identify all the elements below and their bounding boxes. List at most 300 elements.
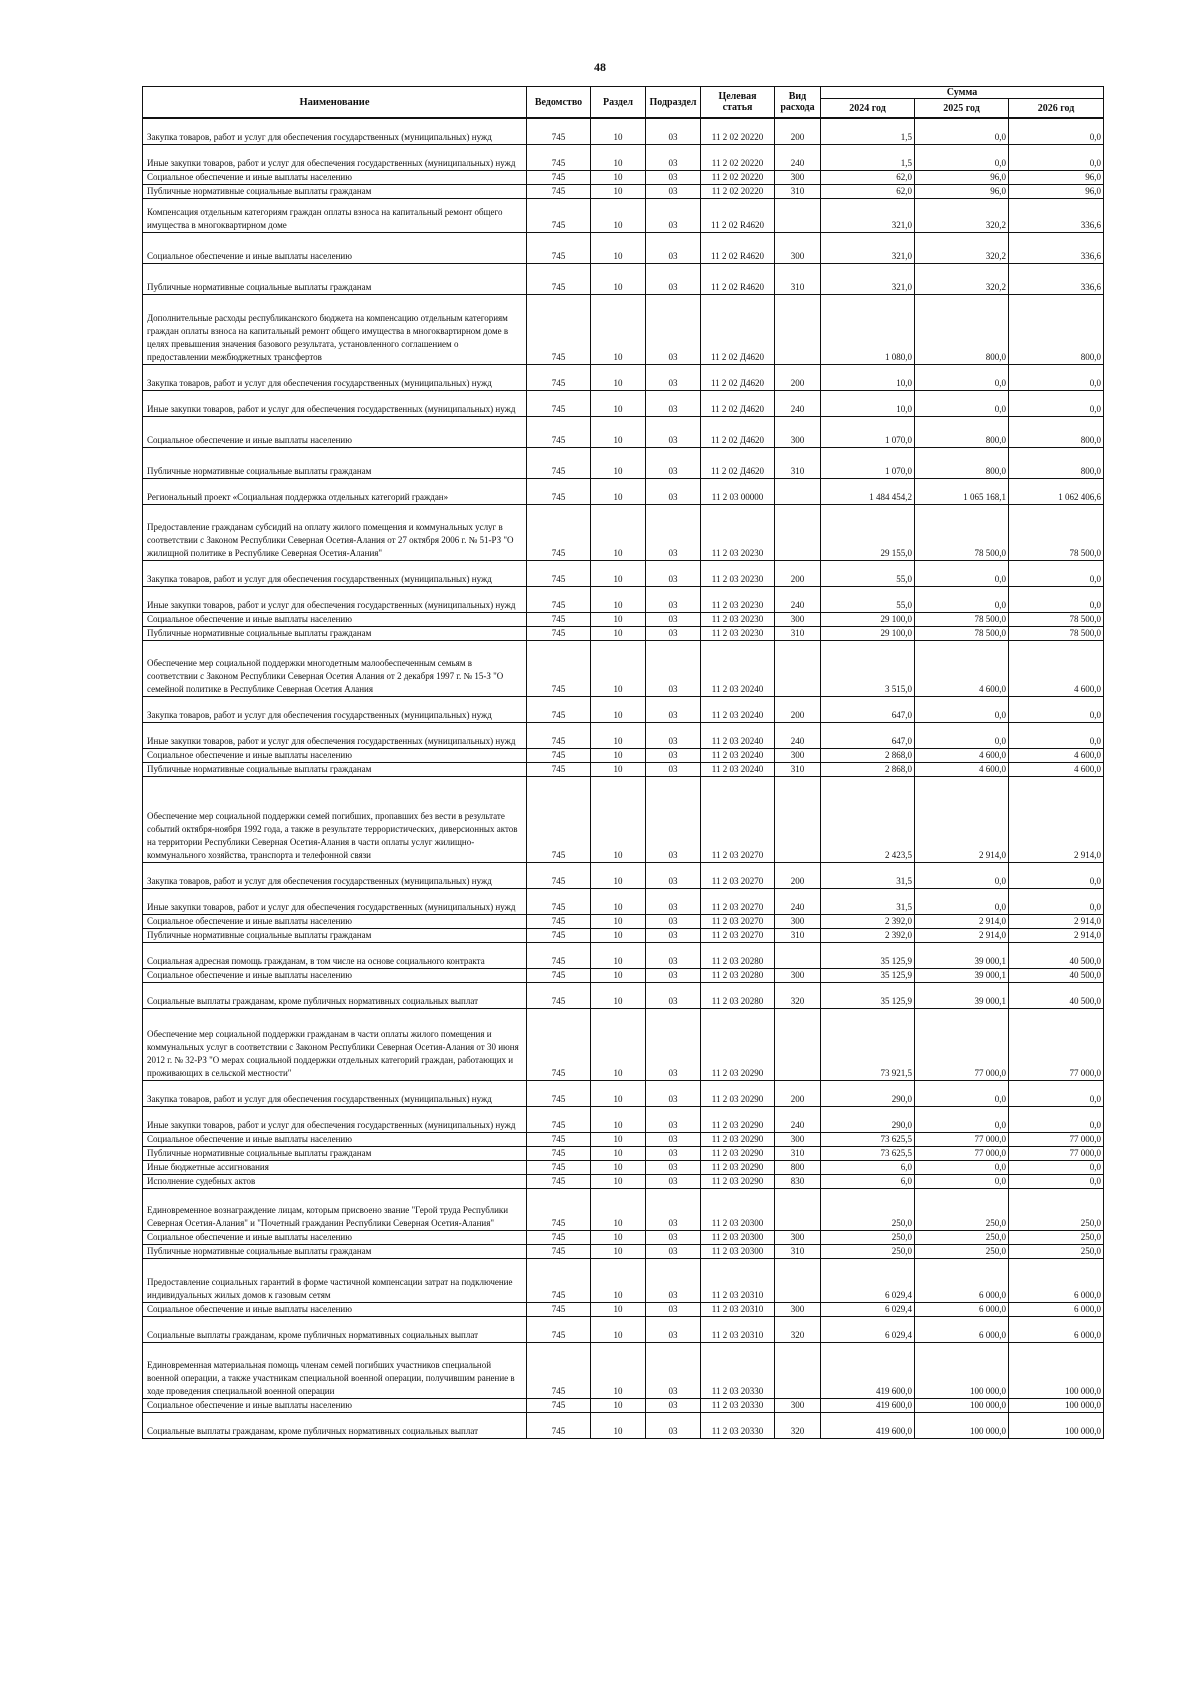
cell-vedomstvo: 745	[527, 1008, 591, 1080]
table-row	[143, 696, 1104, 722]
cell-name: Публичные нормативные социальные выплаты гражданам	[143, 1244, 527, 1258]
cell-sum-2026: 96,0	[1009, 170, 1104, 184]
cell-razdel: 10	[591, 118, 646, 144]
cell-name: Иные бюджетные ассигнования	[143, 1160, 527, 1174]
header-vid-rashoda: Вид расхода	[775, 87, 821, 119]
cell-name: Социальное обеспечение и иные выплаты населению	[143, 968, 527, 982]
cell-podrazdel: 03	[646, 612, 701, 626]
table-row	[143, 447, 1104, 478]
cell-vid-rashoda: 310	[775, 762, 821, 776]
cell-sum-2025: 78 500,0	[915, 612, 1009, 626]
table-row	[143, 1080, 1104, 1106]
cell-podrazdel: 03	[646, 776, 701, 862]
cell-vedomstvo: 745	[527, 1412, 591, 1438]
cell-vid-rashoda	[775, 198, 821, 232]
cell-vedomstvo: 745	[527, 118, 591, 144]
cell-razdel: 10	[591, 1132, 646, 1146]
cell-razdel: 10	[591, 982, 646, 1008]
cell-sum-2024: 1 070,0	[821, 447, 915, 478]
cell-celevaya-statya: 11 2 02 20220	[701, 118, 775, 144]
cell-podrazdel: 03	[646, 184, 701, 198]
cell-sum-2024: 29 155,0	[821, 504, 915, 560]
cell-sum-2025: 250,0	[915, 1230, 1009, 1244]
table-row	[143, 416, 1104, 447]
cell-celevaya-statya: 11 2 02 Д4620	[701, 416, 775, 447]
cell-celevaya-statya: 11 2 02 20220	[701, 144, 775, 170]
cell-vid-rashoda: 200	[775, 1080, 821, 1106]
cell-sum-2024: 31,5	[821, 862, 915, 888]
cell-razdel: 10	[591, 294, 646, 364]
table-row	[143, 862, 1104, 888]
cell-sum-2024: 55,0	[821, 586, 915, 612]
header-razdel: Раздел	[591, 87, 646, 119]
cell-vedomstvo: 745	[527, 198, 591, 232]
cell-sum-2026: 2 914,0	[1009, 776, 1104, 862]
cell-sum-2025: 800,0	[915, 447, 1009, 478]
cell-sum-2024: 6 029,4	[821, 1302, 915, 1316]
cell-podrazdel: 03	[646, 198, 701, 232]
cell-vedomstvo: 745	[527, 184, 591, 198]
header-name: Наименование	[143, 87, 527, 119]
cell-sum-2026: 250,0	[1009, 1230, 1104, 1244]
cell-celevaya-statya: 11 2 03 20230	[701, 626, 775, 640]
cell-vedomstvo: 745	[527, 762, 591, 776]
cell-sum-2024: 1,5	[821, 118, 915, 144]
cell-vedomstvo: 745	[527, 1132, 591, 1146]
cell-vedomstvo: 745	[527, 478, 591, 504]
cell-podrazdel: 03	[646, 560, 701, 586]
header-podrazdel: Подраздел	[646, 87, 701, 119]
cell-sum-2024: 73 921,5	[821, 1008, 915, 1080]
cell-name: Социальная адресная помощь гражданам, в том числе на основе социального контракта	[143, 942, 527, 968]
cell-sum-2026: 336,6	[1009, 232, 1104, 263]
cell-vid-rashoda	[775, 640, 821, 696]
cell-vid-rashoda: 310	[775, 184, 821, 198]
cell-sum-2026: 0,0	[1009, 888, 1104, 914]
cell-name: Закупка товаров, работ и услуг для обеспечения государственных (муниципальных) нужд	[143, 1080, 527, 1106]
cell-sum-2024: 10,0	[821, 364, 915, 390]
budget-sheet	[142, 86, 1103, 1439]
cell-celevaya-statya: 11 2 03 20240	[701, 748, 775, 762]
cell-celevaya-statya: 11 2 03 20240	[701, 640, 775, 696]
cell-razdel: 10	[591, 1316, 646, 1342]
cell-sum-2026: 0,0	[1009, 144, 1104, 170]
cell-celevaya-statya: 11 2 03 20290	[701, 1146, 775, 1160]
cell-vid-rashoda: 800	[775, 1160, 821, 1174]
cell-sum-2026: 0,0	[1009, 1160, 1104, 1174]
cell-sum-2024: 35 125,9	[821, 968, 915, 982]
table-row	[143, 504, 1104, 560]
cell-sum-2026: 0,0	[1009, 862, 1104, 888]
cell-name: Социальное обеспечение и иные выплаты населению	[143, 1398, 527, 1412]
cell-sum-2024: 321,0	[821, 232, 915, 263]
cell-sum-2026: 1 062 406,6	[1009, 478, 1104, 504]
table-row	[143, 1230, 1104, 1244]
cell-sum-2026: 40 500,0	[1009, 968, 1104, 982]
cell-razdel: 10	[591, 232, 646, 263]
cell-podrazdel: 03	[646, 263, 701, 294]
cell-name: Обеспечение мер социальной поддержки многодетным малообеспеченным семьям в соответствии с Законом Республики Северная Осетия Алания от 2 декабря 1997 г. № 15-З "О семейной политике в Республике Северная Осетия Алания	[143, 640, 527, 696]
cell-vid-rashoda: 320	[775, 1412, 821, 1438]
cell-vedomstvo: 745	[527, 968, 591, 982]
cell-razdel: 10	[591, 504, 646, 560]
cell-sum-2025: 0,0	[915, 862, 1009, 888]
table-row	[143, 942, 1104, 968]
cell-sum-2024: 6 029,4	[821, 1258, 915, 1302]
cell-name: Иные закупки товаров, работ и услуг для обеспечения государственных (муниципальных) нужд	[143, 144, 527, 170]
table-row	[143, 982, 1104, 1008]
cell-name: Предоставление гражданам субсидий на оплату жилого помещения и коммунальных услуг в соответствии с Законом Республики Северная Осетия-Алания от 27 октября 2006 г. № 51-РЗ "О жилищной политике в Республике Северная Осетия-Алания"	[143, 504, 527, 560]
cell-sum-2024: 2 423,5	[821, 776, 915, 862]
cell-podrazdel: 03	[646, 586, 701, 612]
cell-podrazdel: 03	[646, 1008, 701, 1080]
cell-celevaya-statya: 11 2 03 20310	[701, 1316, 775, 1342]
table-row	[143, 1302, 1104, 1316]
cell-vid-rashoda: 830	[775, 1174, 821, 1188]
cell-vid-rashoda	[775, 1342, 821, 1398]
cell-podrazdel: 03	[646, 1230, 701, 1244]
cell-sum-2024: 31,5	[821, 888, 915, 914]
cell-vid-rashoda: 300	[775, 1230, 821, 1244]
table-row	[143, 170, 1104, 184]
cell-vid-rashoda: 240	[775, 144, 821, 170]
cell-sum-2026: 77 000,0	[1009, 1146, 1104, 1160]
cell-razdel: 10	[591, 776, 646, 862]
cell-name: Иные закупки товаров, работ и услуг для обеспечения государственных (муниципальных) нужд	[143, 888, 527, 914]
cell-sum-2026: 40 500,0	[1009, 982, 1104, 1008]
cell-sum-2026: 77 000,0	[1009, 1008, 1104, 1080]
cell-sum-2024: 55,0	[821, 560, 915, 586]
cell-razdel: 10	[591, 1146, 646, 1160]
cell-sum-2026: 0,0	[1009, 560, 1104, 586]
cell-name: Иные закупки товаров, работ и услуг для обеспечения государственных (муниципальных) нужд	[143, 390, 527, 416]
cell-sum-2025: 2 914,0	[915, 928, 1009, 942]
cell-sum-2026: 0,0	[1009, 696, 1104, 722]
cell-name: Социальные выплаты гражданам, кроме публичных нормативных социальных выплат	[143, 1412, 527, 1438]
table-row	[143, 1008, 1104, 1080]
cell-podrazdel: 03	[646, 294, 701, 364]
cell-sum-2026: 78 500,0	[1009, 504, 1104, 560]
cell-vedomstvo: 745	[527, 447, 591, 478]
cell-razdel: 10	[591, 364, 646, 390]
cell-celevaya-statya: 11 2 03 20280	[701, 942, 775, 968]
cell-sum-2025: 800,0	[915, 294, 1009, 364]
cell-sum-2025: 100 000,0	[915, 1398, 1009, 1412]
cell-celevaya-statya: 11 2 03 20330	[701, 1398, 775, 1412]
cell-sum-2024: 2 392,0	[821, 928, 915, 942]
cell-sum-2024: 290,0	[821, 1080, 915, 1106]
cell-razdel: 10	[591, 1398, 646, 1412]
cell-name: Социальные выплаты гражданам, кроме публичных нормативных социальных выплат	[143, 1316, 527, 1342]
cell-name: Публичные нормативные социальные выплаты гражданам	[143, 928, 527, 942]
cell-name: Исполнение судебных актов	[143, 1174, 527, 1188]
cell-vedomstvo: 745	[527, 560, 591, 586]
cell-vid-rashoda: 240	[775, 722, 821, 748]
cell-sum-2025: 96,0	[915, 170, 1009, 184]
cell-sum-2026: 0,0	[1009, 390, 1104, 416]
cell-vid-rashoda: 310	[775, 447, 821, 478]
cell-vedomstvo: 745	[527, 862, 591, 888]
cell-celevaya-statya: 11 2 03 20270	[701, 914, 775, 928]
cell-name: Публичные нормативные социальные выплаты гражданам	[143, 447, 527, 478]
cell-razdel: 10	[591, 748, 646, 762]
cell-podrazdel: 03	[646, 748, 701, 762]
cell-name: Социальное обеспечение и иные выплаты населению	[143, 232, 527, 263]
cell-sum-2026: 6 000,0	[1009, 1316, 1104, 1342]
cell-vedomstvo: 745	[527, 696, 591, 722]
cell-sum-2025: 250,0	[915, 1244, 1009, 1258]
cell-sum-2026: 40 500,0	[1009, 942, 1104, 968]
cell-name: Иные закупки товаров, работ и услуг для обеспечения государственных (муниципальных) нужд	[143, 722, 527, 748]
table-row	[143, 1412, 1104, 1438]
cell-sum-2026: 4 600,0	[1009, 762, 1104, 776]
cell-razdel: 10	[591, 722, 646, 748]
table-row	[143, 1174, 1104, 1188]
cell-celevaya-statya: 11 2 03 20230	[701, 586, 775, 612]
cell-vedomstvo: 745	[527, 626, 591, 640]
table-row	[143, 1244, 1104, 1258]
cell-podrazdel: 03	[646, 914, 701, 928]
cell-podrazdel: 03	[646, 144, 701, 170]
cell-name: Региональный проект «Социальная поддержка отдельных категорий граждан»	[143, 478, 527, 504]
cell-sum-2026: 4 600,0	[1009, 748, 1104, 762]
cell-sum-2024: 290,0	[821, 1106, 915, 1132]
cell-sum-2025: 0,0	[915, 888, 1009, 914]
cell-sum-2025: 6 000,0	[915, 1302, 1009, 1316]
cell-vid-rashoda: 300	[775, 1302, 821, 1316]
table-row	[143, 1188, 1104, 1230]
table-row	[143, 888, 1104, 914]
cell-sum-2025: 0,0	[915, 1174, 1009, 1188]
page-number: 48	[594, 60, 606, 74]
cell-podrazdel: 03	[646, 626, 701, 640]
cell-sum-2024: 6 029,4	[821, 1316, 915, 1342]
cell-name: Дополнительные расходы республиканского бюджета на компенсацию отдельным категориям граждан оплаты взноса на капитальный ремонт общего имущества в многоквартирном доме в целях превышения значения базового результата, установленного соглашением о предоставлении межбюджетных трансфертов	[143, 294, 527, 364]
cell-sum-2025: 250,0	[915, 1188, 1009, 1230]
cell-razdel: 10	[591, 170, 646, 184]
cell-vedomstvo: 745	[527, 1230, 591, 1244]
cell-vedomstvo: 745	[527, 1258, 591, 1302]
cell-name: Социальные выплаты гражданам, кроме публичных нормативных социальных выплат	[143, 982, 527, 1008]
cell-name: Социальное обеспечение и иные выплаты населению	[143, 748, 527, 762]
cell-vedomstvo: 745	[527, 364, 591, 390]
cell-sum-2026: 0,0	[1009, 1080, 1104, 1106]
cell-name: Публичные нормативные социальные выплаты гражданам	[143, 626, 527, 640]
cell-sum-2026: 96,0	[1009, 184, 1104, 198]
cell-vid-rashoda: 300	[775, 1398, 821, 1412]
cell-name: Публичные нормативные социальные выплаты гражданам	[143, 1146, 527, 1160]
cell-sum-2026: 0,0	[1009, 1106, 1104, 1132]
cell-podrazdel: 03	[646, 1106, 701, 1132]
cell-vedomstvo: 745	[527, 1106, 591, 1132]
cell-sum-2024: 419 600,0	[821, 1398, 915, 1412]
cell-celevaya-statya: 11 2 03 20240	[701, 696, 775, 722]
table-row	[143, 1342, 1104, 1398]
cell-razdel: 10	[591, 586, 646, 612]
cell-sum-2024: 62,0	[821, 170, 915, 184]
cell-sum-2024: 1 070,0	[821, 416, 915, 447]
cell-sum-2025: 77 000,0	[915, 1132, 1009, 1146]
cell-sum-2025: 0,0	[915, 1080, 1009, 1106]
cell-vid-rashoda: 300	[775, 968, 821, 982]
cell-sum-2025: 39 000,1	[915, 968, 1009, 982]
table-row	[143, 1258, 1104, 1302]
cell-celevaya-statya: 11 2 03 20280	[701, 968, 775, 982]
cell-vid-rashoda	[775, 1188, 821, 1230]
cell-podrazdel: 03	[646, 1412, 701, 1438]
cell-razdel: 10	[591, 1302, 646, 1316]
cell-name: Социальное обеспечение и иные выплаты населению	[143, 416, 527, 447]
cell-sum-2024: 419 600,0	[821, 1342, 915, 1398]
cell-vedomstvo: 745	[527, 232, 591, 263]
cell-podrazdel: 03	[646, 416, 701, 447]
cell-sum-2025: 77 000,0	[915, 1008, 1009, 1080]
cell-celevaya-statya: 11 2 03 20300	[701, 1230, 775, 1244]
table-row	[143, 626, 1104, 640]
cell-celevaya-statya: 11 2 03 20290	[701, 1080, 775, 1106]
cell-podrazdel: 03	[646, 762, 701, 776]
cell-vedomstvo: 745	[527, 612, 591, 626]
table-row	[143, 586, 1104, 612]
cell-sum-2025: 78 500,0	[915, 626, 1009, 640]
cell-vedomstvo: 745	[527, 170, 591, 184]
cell-vid-rashoda: 300	[775, 914, 821, 928]
cell-sum-2025: 320,2	[915, 232, 1009, 263]
cell-vedomstvo: 745	[527, 1316, 591, 1342]
cell-celevaya-statya: 11 2 03 20290	[701, 1174, 775, 1188]
cell-vid-rashoda: 320	[775, 1316, 821, 1342]
cell-razdel: 10	[591, 416, 646, 447]
cell-sum-2025: 39 000,1	[915, 982, 1009, 1008]
cell-podrazdel: 03	[646, 1342, 701, 1398]
cell-sum-2026: 2 914,0	[1009, 914, 1104, 928]
cell-celevaya-statya: 11 2 03 20230	[701, 504, 775, 560]
cell-sum-2025: 77 000,0	[915, 1146, 1009, 1160]
cell-razdel: 10	[591, 914, 646, 928]
cell-sum-2025: 0,0	[915, 560, 1009, 586]
cell-sum-2025: 0,0	[915, 1106, 1009, 1132]
table-row	[143, 762, 1104, 776]
cell-razdel: 10	[591, 928, 646, 942]
table-row	[143, 612, 1104, 626]
table-row	[143, 1132, 1104, 1146]
cell-sum-2026: 0,0	[1009, 722, 1104, 748]
cell-sum-2026: 100 000,0	[1009, 1342, 1104, 1398]
cell-sum-2024: 1,5	[821, 144, 915, 170]
cell-vedomstvo: 745	[527, 504, 591, 560]
cell-sum-2024: 35 125,9	[821, 982, 915, 1008]
cell-vid-rashoda: 300	[775, 170, 821, 184]
cell-vedomstvo: 745	[527, 888, 591, 914]
cell-sum-2025: 0,0	[915, 390, 1009, 416]
cell-razdel: 10	[591, 968, 646, 982]
table-row	[143, 722, 1104, 748]
cell-vid-rashoda	[775, 504, 821, 560]
cell-razdel: 10	[591, 1412, 646, 1438]
table-row	[143, 390, 1104, 416]
cell-sum-2026: 800,0	[1009, 294, 1104, 364]
table-header	[143, 87, 1104, 119]
cell-sum-2024: 250,0	[821, 1244, 915, 1258]
cell-vedomstvo: 745	[527, 1188, 591, 1230]
cell-celevaya-statya: 11 2 03 20230	[701, 560, 775, 586]
cell-sum-2024: 647,0	[821, 696, 915, 722]
table-row	[143, 184, 1104, 198]
cell-podrazdel: 03	[646, 504, 701, 560]
cell-vedomstvo: 745	[527, 928, 591, 942]
cell-celevaya-statya: 11 2 02 Д4620	[701, 447, 775, 478]
cell-celevaya-statya: 11 2 02 20220	[701, 170, 775, 184]
cell-razdel: 10	[591, 612, 646, 626]
cell-vid-rashoda: 200	[775, 862, 821, 888]
cell-celevaya-statya: 11 2 03 20270	[701, 888, 775, 914]
cell-podrazdel: 03	[646, 1132, 701, 1146]
cell-podrazdel: 03	[646, 942, 701, 968]
cell-vedomstvo: 745	[527, 416, 591, 447]
cell-celevaya-statya: 11 2 02 Д4620	[701, 390, 775, 416]
cell-celevaya-statya: 11 2 03 20310	[701, 1302, 775, 1316]
cell-sum-2025: 320,2	[915, 263, 1009, 294]
cell-celevaya-statya: 11 2 03 20290	[701, 1008, 775, 1080]
cell-vid-rashoda: 240	[775, 888, 821, 914]
cell-sum-2025: 0,0	[915, 118, 1009, 144]
cell-podrazdel: 03	[646, 390, 701, 416]
cell-podrazdel: 03	[646, 1188, 701, 1230]
cell-vedomstvo: 745	[527, 776, 591, 862]
cell-name: Публичные нормативные социальные выплаты гражданам	[143, 184, 527, 198]
cell-sum-2024: 1 080,0	[821, 294, 915, 364]
table-row	[143, 232, 1104, 263]
cell-podrazdel: 03	[646, 1146, 701, 1160]
cell-vid-rashoda	[775, 942, 821, 968]
cell-razdel: 10	[591, 1008, 646, 1080]
cell-sum-2026: 2 914,0	[1009, 928, 1104, 942]
cell-vedomstvo: 745	[527, 748, 591, 762]
table-row	[143, 118, 1104, 144]
cell-razdel: 10	[591, 1230, 646, 1244]
cell-sum-2024: 1 484 454,2	[821, 478, 915, 504]
cell-vedomstvo: 745	[527, 144, 591, 170]
cell-celevaya-statya: 11 2 03 20300	[701, 1244, 775, 1258]
cell-celevaya-statya: 11 2 03 20300	[701, 1188, 775, 1230]
cell-sum-2024: 321,0	[821, 263, 915, 294]
cell-celevaya-statya: 11 2 02 R4620	[701, 232, 775, 263]
cell-sum-2024: 29 100,0	[821, 626, 915, 640]
cell-razdel: 10	[591, 1160, 646, 1174]
cell-sum-2025: 2 914,0	[915, 914, 1009, 928]
cell-celevaya-statya: 11 2 03 20240	[701, 722, 775, 748]
cell-razdel: 10	[591, 478, 646, 504]
cell-celevaya-statya: 11 2 02 20220	[701, 184, 775, 198]
cell-sum-2024: 6,0	[821, 1160, 915, 1174]
cell-podrazdel: 03	[646, 118, 701, 144]
cell-celevaya-statya: 11 2 03 20290	[701, 1106, 775, 1132]
cell-razdel: 10	[591, 184, 646, 198]
cell-celevaya-statya: 11 2 02 Д4620	[701, 294, 775, 364]
cell-vid-rashoda	[775, 478, 821, 504]
cell-celevaya-statya: 11 2 02 R4620	[701, 263, 775, 294]
cell-sum-2024: 647,0	[821, 722, 915, 748]
cell-vid-rashoda: 200	[775, 696, 821, 722]
cell-sum-2026: 0,0	[1009, 364, 1104, 390]
cell-vid-rashoda: 320	[775, 982, 821, 1008]
cell-podrazdel: 03	[646, 170, 701, 184]
cell-podrazdel: 03	[646, 1258, 701, 1302]
cell-celevaya-statya: 11 2 03 20230	[701, 612, 775, 626]
table-row	[143, 640, 1104, 696]
table-body	[143, 118, 1104, 1438]
cell-name: Закупка товаров, работ и услуг для обеспечения государственных (муниципальных) нужд	[143, 696, 527, 722]
